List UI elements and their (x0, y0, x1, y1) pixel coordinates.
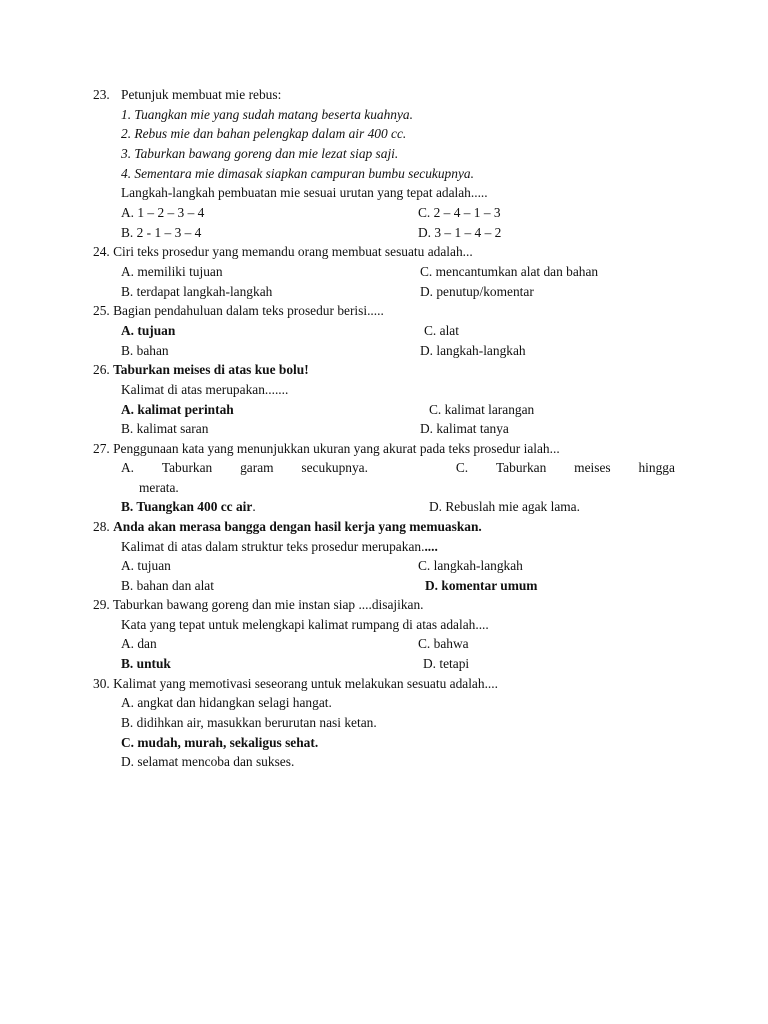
q27-stem: 27. Penggunaan kata yang menunjukkan ukuran yang akurat pada teks prosedur ialah... (93, 441, 560, 456)
q29-option-b: B. untuk (121, 656, 171, 671)
q23-option-b: B. 2 - 1 – 3 – 4 (121, 225, 202, 240)
q23-question: Langkah-langkah pembuatan mie sesuai urutan yang tepat adalah..... (121, 185, 488, 200)
q28-number: 28. (93, 519, 114, 534)
q30-option-d: D. selamat mencoba dan sukses. (121, 754, 295, 769)
q30-option-c: C. mudah, murah, sekaligus sehat. (121, 735, 319, 750)
q24-option-c: C. mencantumkan alat dan bahan (420, 264, 599, 279)
q27-word-6: Taburkan (495, 460, 547, 475)
q27-option-d: D. Rebuslah mie agak lama. (429, 499, 580, 514)
q23-step-3: 3. Taburkan bawang goreng dan mie lezat siap saji. (121, 146, 399, 161)
q29-stem: 29. Taburkan bawang goreng dan mie instan siap ....disajikan. (93, 597, 424, 612)
q24-option-b: B. terdapat langkah-langkah (121, 284, 273, 299)
q29-option-a: A. dan (121, 636, 157, 651)
q23-number: 23. (93, 87, 110, 102)
q26-question: Kalimat di atas merupakan....... (121, 382, 289, 397)
q29-option-c: C. bahwa (418, 636, 469, 651)
q28-question-dots: .... (424, 539, 438, 554)
q23-option-d: D. 3 – 1 – 4 – 2 (418, 225, 502, 240)
q23-option-c: C. 2 – 4 – 1 – 3 (418, 205, 501, 220)
q26-stem (93, 362, 309, 378)
q30-option-a: A. angkat dan hidangkan selagi hangat. (121, 695, 332, 710)
q24-option-a: A. memiliki tujuan (121, 264, 223, 279)
q29-option-d: D. tetapi (423, 656, 470, 671)
q23-option-a: A. 1 – 2 – 3 – 4 (121, 205, 205, 220)
q27-word-8: hingga (638, 460, 675, 475)
q23-step-1: 1. Tuangkan mie yang sudah matang beserta kuahnya. (121, 107, 413, 122)
q28-question-text: Kalimat di atas dalam struktur teks prosedur merupakan. (121, 539, 425, 554)
q23-step-2: 2. Rebus mie dan bahan pelengkap dalam air 400 cc. (121, 126, 407, 141)
q27-option-b-period: . (252, 499, 256, 514)
q30-option-b: B. didihkan air, masukkan berurutan nasi ketan. (121, 715, 377, 730)
q30-stem: 30. Kalimat yang memotivasi seseorang untuk melakukan sesuatu adalah.... (93, 676, 498, 691)
q27-word-7: meises (574, 460, 611, 475)
q23-step-4: 4. Sementara mie dimasak siapkan campuran bumbu secukupnya. (121, 166, 474, 181)
q27-word-3: garam (240, 460, 274, 475)
q26-sentence: Taburkan meises di atas kue bolu! (113, 362, 309, 377)
q28-option-a: A. tujuan (121, 558, 171, 573)
q25-option-c: C. alat (424, 323, 459, 338)
q27-word-1: A. (121, 460, 135, 475)
q27-word-2: Taburkan (161, 460, 213, 475)
q25-option-b: B. bahan (121, 343, 169, 358)
q25-option-d: D. langkah-langkah (420, 343, 526, 358)
q27-option-a-continuation: merata. (139, 480, 179, 495)
q26-number: 26. (93, 362, 114, 377)
q25-stem: 25. Bagian pendahuluan dalam teks prosedur berisi..... (93, 303, 384, 318)
q27-option-a-line (121, 460, 675, 476)
q27-word-4: secukupnya. (301, 460, 368, 475)
q24-option-d: D. penutup/komentar (420, 284, 534, 299)
q28-stem (93, 519, 482, 535)
q29-question: Kata yang tepat untuk melengkapi kalimat rumpang di atas adalah.... (121, 617, 489, 632)
q26-option-d: D. kalimat tanya (420, 421, 509, 436)
q27-option-b-text: B. Tuangkan 400 cc air (121, 499, 253, 514)
q23-stem: Petunjuk membuat mie rebus: (121, 87, 282, 102)
q28-sentence: Anda akan merasa bangga dengan hasil kerja yang memuaskan. (113, 519, 482, 534)
q24-stem: 24. Ciri teks prosedur yang memandu orang membuat sesuatu adalah... (93, 244, 473, 259)
q28-question (121, 539, 438, 555)
q27-option-b (121, 499, 256, 515)
q28-option-d: D. komentar umum (425, 578, 538, 593)
q27-word-5: C. (455, 460, 469, 475)
q26-option-a: A. kalimat perintah (121, 402, 234, 417)
q28-option-c: C. langkah-langkah (418, 558, 523, 573)
q28-option-b: B. bahan dan alat (121, 578, 214, 593)
q26-option-c: C. kalimat larangan (429, 402, 535, 417)
q26-option-b: B. kalimat saran (121, 421, 209, 436)
q25-option-a: A. tujuan (121, 323, 176, 338)
